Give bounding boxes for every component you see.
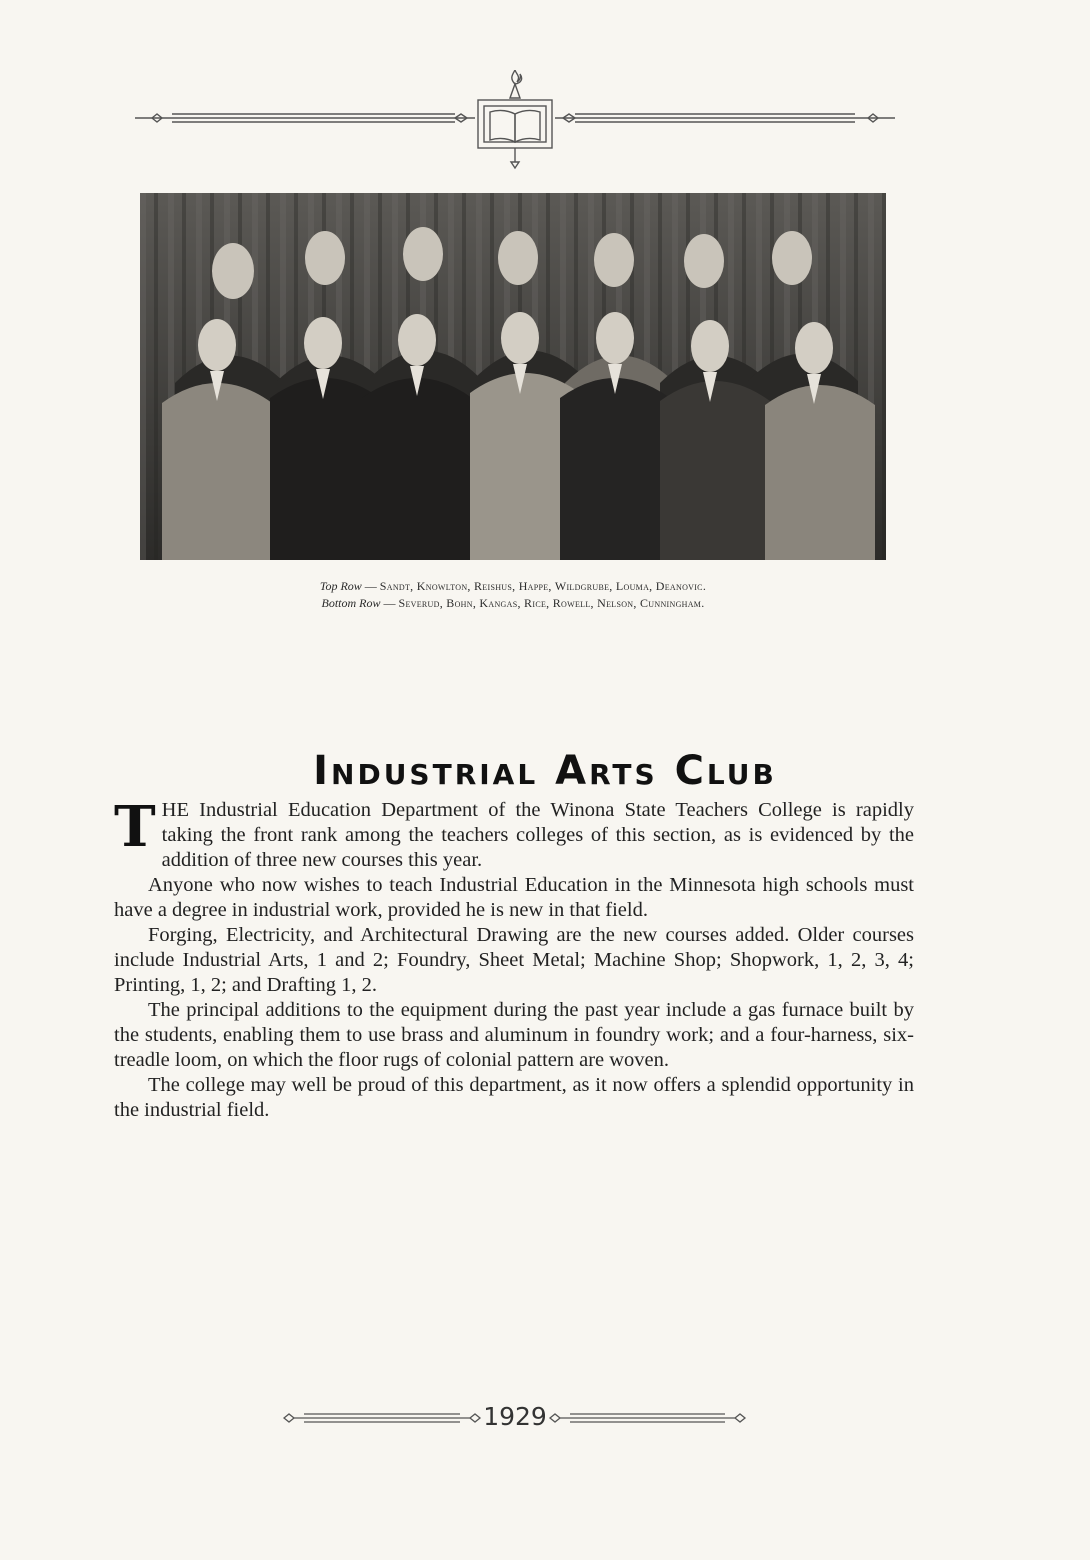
caption-bottom-label: Bottom Row <box>321 596 381 610</box>
caption-bottom-names: Severud, Bohn, Kangas, Rice, Rowell, Nelson, Cunningham. <box>398 596 705 610</box>
paragraph-2: Anyone who now wishes to teach Industrial Education in the Minnesota high schools must have a degree in industrial work, provided he is new in that field. <box>114 874 914 921</box>
book-torch-icon <box>130 70 900 180</box>
paragraph-4: The principal additions to the equipment during the past year include a gas furnace built by the students, enabling them to use brass and aluminum in foundry work; and a four-harness, six-treadle loom, on which the floor rugs of colonial pattern are woven. <box>114 999 914 1071</box>
paragraph-5: The college may well be proud of this department, as it now offers a splendid opportunity in the industrial field. <box>114 1074 914 1121</box>
caption-bottom-row: Bottom Row — Severud, Bohn, Kangas, Rice, Rowell, Nelson, Cunningham. <box>321 596 705 610</box>
photo-caption <box>140 578 886 612</box>
drop-cap: T <box>114 794 156 860</box>
footer-year: 1929 <box>483 1402 547 1431</box>
paragraph-3: Forging, Electricity, and Architectural Drawing are the new courses added. Older courses include Industrial Arts, 1 and 2; Foundry, Sheet Metal; Machine Shop; Shopwork, 1, 2, 3, 4; Printing, 1, 2; and Drafting 1, 2. <box>114 924 914 996</box>
paragraph-1 <box>114 794 914 873</box>
article-body <box>114 794 914 1123</box>
paragraph-1-text: HE Industrial Education Department of the Winona State Teachers College is rapidly taking the front rank among the teachers colleges of this section, as is evidenced by the addition of three new courses this year. <box>161 799 914 871</box>
caption-top-names: Sandt, Knowlton, Reishus, Happe, Wildgrube, Louma, Deanovic. <box>379 579 707 593</box>
caption-top-row: Top Row — Sandt, Knowlton, Reishus, Happe, Wildgrube, Louma, Deanovic. <box>319 579 707 593</box>
page-title: Industrial Arts Club <box>313 748 777 794</box>
group-photo <box>140 193 886 560</box>
caption-top-label: Top Row <box>319 579 362 593</box>
